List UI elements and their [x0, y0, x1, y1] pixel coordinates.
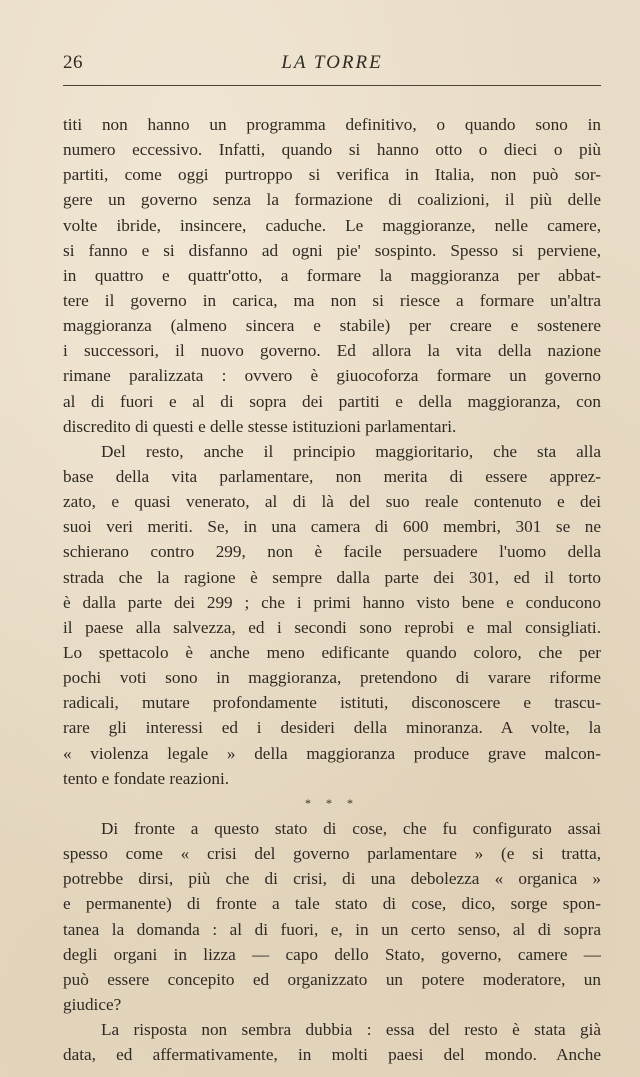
text-line: partiti, come oggi purtroppo si verifica in Italia, non può sor-	[63, 165, 601, 185]
text-line: « violenza legale » della maggioranza produce grave malcon-	[63, 743, 601, 763]
text-line: tento e fondate reazioni.	[63, 768, 230, 788]
text-line: potrebbe dirsi, più che di crisi, di una debolezza « organica »	[63, 869, 601, 889]
body-text	[63, 112, 601, 1067]
text-line: numero eccessivo. Infatti, quando si hanno otto o dieci o più	[63, 140, 601, 160]
section-separator: * * *	[305, 795, 359, 810]
text-line: discredito di questi e delle stesse istituzioni parlamentari.	[63, 416, 457, 436]
text-line: suoi veri meriti. Se, in una camera di 600 membri, 301 se ne	[63, 517, 601, 537]
text-line: Di fronte a questo stato di cose, che fu configurato assai	[101, 818, 601, 838]
text-line: rare gli interessi ed i desideri della minoranza. A volte, la	[63, 718, 601, 738]
text-line: al di fuori e al di sopra dei partiti e della maggioranza, con	[63, 391, 601, 411]
text-line: e permanente) di fronte a tale stato di cose, dico, sorge spon-	[63, 894, 601, 914]
text-line: schierano contro 299, non è facile persuadere l'uomo della	[63, 542, 601, 562]
text-line: spesso come « crisi del governo parlamentare » (e si tratta,	[63, 844, 601, 864]
text-line: titi non hanno un programma definitivo, o quando sono in	[63, 115, 601, 134]
text-line: tanea la domanda : al di fuori, e, in un certo senso, al di sopra	[63, 919, 601, 939]
text-line: maggioranza (almeno sincera e stabile) per creare e sostenere	[63, 316, 601, 336]
page-header	[63, 52, 601, 82]
text-line: tere il governo in carica, ma non si riesce a formare un'altra	[63, 290, 601, 310]
text-line: volte ibride, insincere, caduche. Le maggioranze, nelle camere,	[63, 215, 601, 235]
text-line: i successori, il nuovo governo. Ed allora la vita della nazione	[63, 341, 601, 361]
text-line: giudice?	[63, 994, 122, 1014]
text-line: degli organi in lizza — capo dello Stato, governo, camere —	[63, 944, 601, 964]
text-line: può essere concepito ed organizzato un potere moderatore, un	[63, 969, 601, 989]
text-line: pochi voti sono in maggioranza, pretendono di varare riforme	[63, 668, 601, 688]
text-line: è dalla parte dei 299 ; che i primi hanno visto bene e conducono	[63, 592, 601, 612]
text-line: strada che la ragione è sempre dalla parte dei 301, ed il torto	[63, 567, 601, 587]
text-line: Del resto, anche il principio maggioritario, che sta alla	[101, 441, 601, 461]
text-line: base della vita parlamentare, non merita di essere apprez-	[63, 466, 601, 486]
text-line: gere un governo senza la formazione di coalizioni, il più delle	[63, 190, 601, 210]
text-line: il paese alla salvezza, ed i secondi sono reprobi e mal consigliati.	[63, 617, 601, 637]
text-line: radicali, mutare profondamente istituti, disconoscere e trascu-	[63, 693, 601, 713]
text-line: data, ed affermativamente, in molti paesi del mondo. Anche	[63, 1045, 601, 1065]
text-line: rimane paralizzata : ovvero è giuocoforza formare un governo	[63, 366, 601, 386]
text-line: zato, e quasi venerato, al di là del suo reale contenuto e dei	[63, 492, 601, 512]
text-line: si fanno e si disfanno ad ogni pie' sospinto. Spesso si perviene,	[63, 240, 601, 260]
page-number: 26	[63, 52, 83, 73]
header-rule	[63, 85, 601, 86]
text-line: Lo spettacolo è anche meno edificante quando coloro, che per	[63, 642, 601, 662]
text-line: in quattro e quattr'otto, a formare la maggioranza per abbat-	[63, 265, 601, 285]
running-title: LA TORRE	[281, 52, 383, 73]
text-line: La risposta non sembra dubbia : essa del resto è stata già	[101, 1020, 601, 1040]
